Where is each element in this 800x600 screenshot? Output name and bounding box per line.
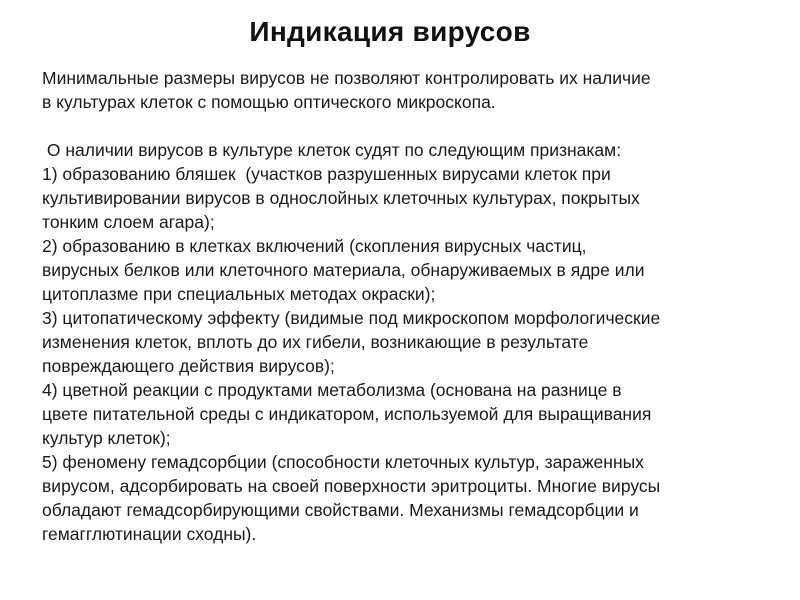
sign-3-line-1: 3) цитопатическому эффекту (видимые под микроскопом морфологические [42,308,661,328]
sign-1-line-2: культивировании вирусов в однослойных клеточных культурах, покрытых [42,188,640,208]
sign-4-line-1: 4) цветной реакции с продуктами метаболизма (основана на разнице в [42,380,622,400]
sign-5-line-1: 5) феномену гемадсорбции (способности клеточных культур, зараженных [42,452,644,472]
sign-5-line-3: обладают гемадсорбирующими свойствами. Механизмы гемадсорбции и [42,500,639,520]
sign-5-line-4: гемагглютинации сходны). [42,524,257,544]
intro-line-1: Минимальные размеры вирусов не позволяют контролировать их наличие [42,68,651,88]
slide-body [42,66,782,546]
sign-3-line-2: изменения клеток, вплоть до их гибели, возникающие в результате [42,332,589,352]
sign-2-line-2: вирусных белков или клеточного материала, обнаруживаемых в ядре или [42,260,645,280]
intro-line-2: в культурах клеток с помощью оптического микроскопа. [42,92,496,112]
sign-2-line-1: 2) образованию в клетках включений (скопления вирусных частиц, [42,236,587,256]
sign-4-line-3: культур клеток); [42,428,171,448]
paragraph-gap [42,114,782,138]
sign-5-line-2: вирусом, адсорбировать на своей поверхности эритроциты. Многие вирусы [42,476,661,496]
sign-3-line-3: повреждающего действия вирусов); [42,356,335,376]
sign-1-line-3: тонким слоем агара); [42,212,215,232]
sign-2-line-3: цитоплазме при специальных методах окраски); [42,284,436,304]
slide-title: Индикация вирусов [249,16,531,47]
signs-intro-line: О наличии вирусов в культуре клеток судят по следующим признакам: [42,140,622,160]
sign-1-line-1: 1) образованию бляшек (участков разрушенных вирусами клеток при [42,164,611,184]
sign-4-line-2: цвете питательной среды с индикатором, используемой для выращивания [42,404,652,424]
